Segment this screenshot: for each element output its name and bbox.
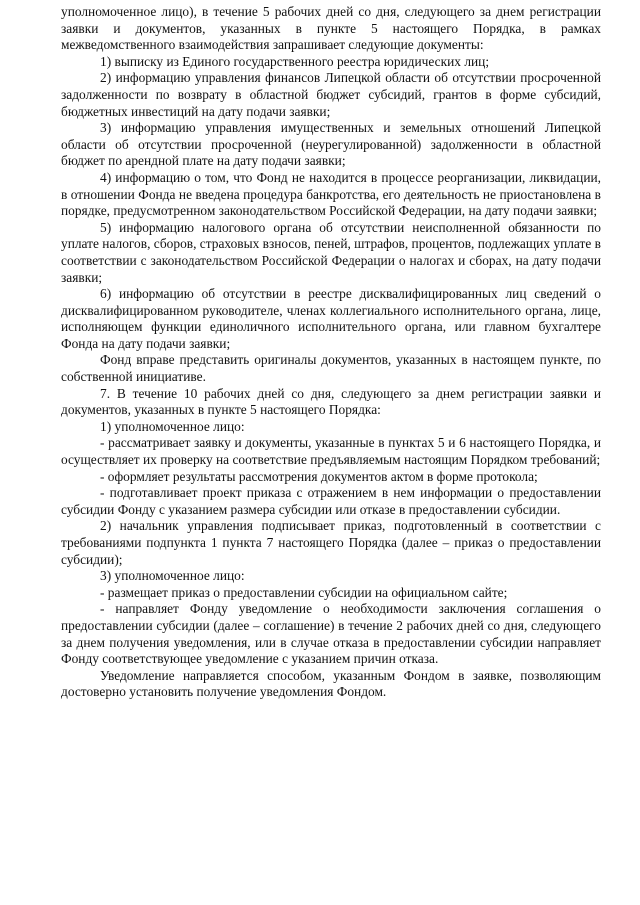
paragraph-intro: уполномоченное лицо), в течение 5 рабочих дней со дня, следующего за днем регистрации заявки и документов, указанных в пункте 5 настоящего Порядка, в рамках межведомственного взаимодействия запрашивает следующие документы: [61, 4, 601, 53]
paragraph-item-2: 2) информацию управления финансов Липецкой области об отсутствии просроченной задолженности по возврату в областной бюджет субсидий, грантов в форме субсидий, бюджетных инвестиций на дату подачи заявки; [61, 70, 601, 119]
paragraph-fund-right: Фонд вправе представить оригиналы документов, указанных в настоящем пункте, по собственной инициативе. [61, 352, 601, 385]
paragraph-sub-1-dash-3: - подготавливает проект приказа с отражением в нем информации о предоставлении субсидии Фонду с указанием размера субсидии или отказе в предоставлении субсидии. [61, 485, 601, 517]
document-page [61, 4, 601, 701]
paragraph-item-4: 4) информацию о том, что Фонд не находится в процессе реорганизации, ликвидации, в отношении Фонда не введена процедура банкротства, его деятельность не приостановлена в порядке, предусмотренном законодательством Российской Федерации, на дату подачи заявки; [61, 169, 601, 219]
paragraph-sub-2: 2) начальник управления подписывает приказ, подготовленный в соответствии с требованиями подпункта 1 пункта 7 настоящего Порядка (далее – приказ о предоставлении субсидии); [61, 518, 601, 567]
paragraph-section-7: 7. В течение 10 рабочих дней со дня, следующего за днем регистрации заявки и документов, указанных в пункте 5 настоящего Порядка: [61, 385, 601, 418]
paragraph-sub-3-dash-2: - направляет Фонду уведомление о необходимости заключения соглашения о предоставлении субсидии (далее – соглашение) в течение 2 рабочих дней со дня, следующего за днем получения уведомления, или в случае отказа в предоставлении субсидии направляет Фонду соответствующее уведомление с указанием причин отказа. [61, 601, 601, 667]
paragraph-sub-3-dash-1: - размещает приказ о предоставлении субсидии на официальном сайте; [100, 584, 508, 600]
paragraph-item-6: 6) информацию об отсутствии в реестре дисквалифицированных лиц сведений о дисквалифицированном руководителе, членах коллегиального исполнительного органа, лице, исполняющем функции единоличного исполнительного органа, или главном бухгалтере Фонда на дату подачи заявки; [61, 286, 601, 351]
paragraph-notification: Уведомление направляется способом, указанным Фондом в заявке, позволяющим достоверно установить получение уведомления Фондом. [61, 667, 601, 700]
paragraph-sub-3: 3) уполномоченное лицо: [100, 568, 245, 584]
paragraph-item-3: 3) информацию управления имущественных и земельных отношений Липецкой области об отсутствии просроченной (неурегулированной) задолженности в областной бюджет по арендной плате на дату подачи заявки; [61, 120, 601, 169]
paragraph-sub-1: 1) уполномоченное лицо: [100, 418, 245, 434]
paragraph-sub-1-dash-1: - рассматривает заявку и документы, указанные в пунктах 5 и 6 настоящего Порядка, и осуществляет их проверку на соответствие предъявляемым настоящим Порядком требований; [61, 435, 601, 468]
paragraph-item-1: 1) выписку из Единого государственного реестра юридических лиц; [100, 53, 490, 69]
paragraph-item-5: 5) информацию налогового органа об отсутствии неисполненной обязанности по уплате налогов, сборов, страховых взносов, пеней, штрафов, процентов, подлежащих уплате в соответствии с законодательством Российской Федерации о налогах и сборах, на дату подачи заявки; [61, 219, 601, 285]
paragraph-sub-1-dash-2: - оформляет результаты рассмотрения документов актом в форме протокола; [100, 468, 538, 484]
